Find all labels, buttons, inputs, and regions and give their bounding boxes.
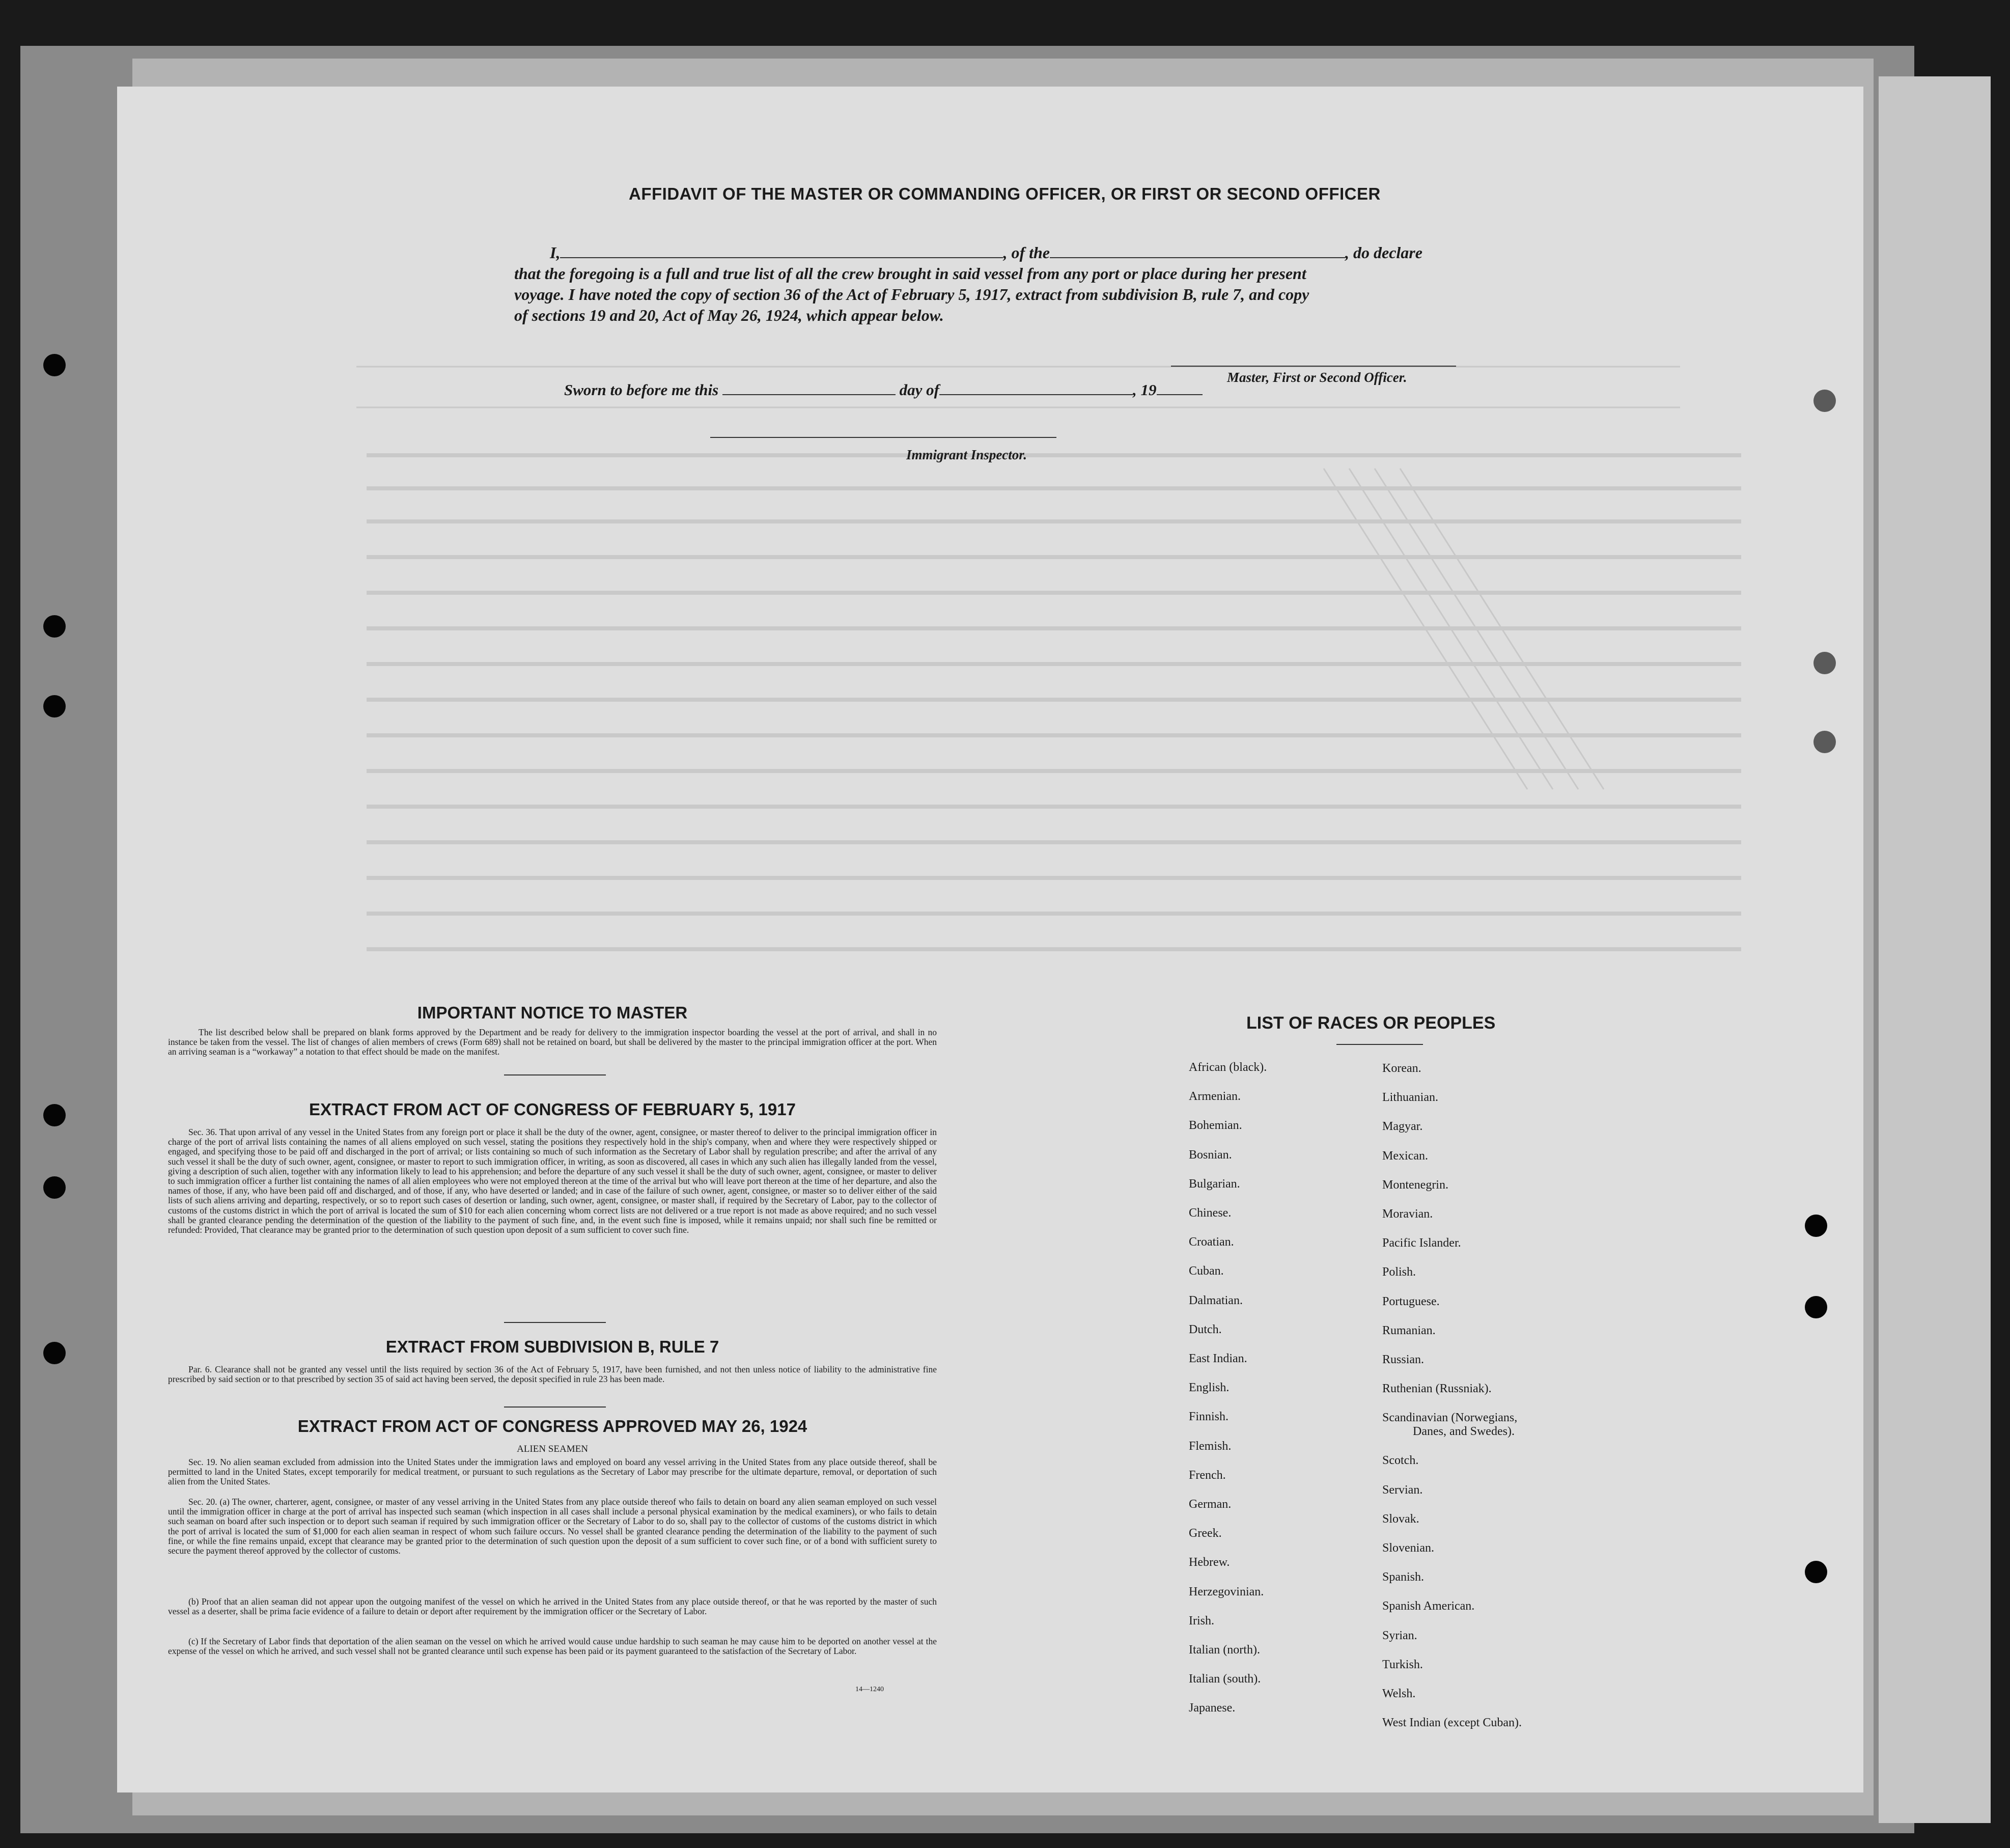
name-blank [560,244,1003,258]
form-number: 14—1240 [855,1686,884,1693]
affidavit-of-the: , of the [1003,243,1050,262]
sworn-year-blank [1157,381,1203,395]
race-item: Croatian. [1189,1235,1234,1249]
race-item: Montenegrin. [1382,1178,1448,1192]
notice-title: IMPORTANT NOTICE TO MASTER [417,1003,688,1022]
race-item: Italian (north). [1189,1643,1260,1657]
race-item: Syrian. [1382,1629,1417,1642]
race-item: French. [1189,1468,1226,1482]
race-item: Irish. [1189,1614,1214,1628]
race-item: Ruthenian (Russniak). [1382,1382,1492,1396]
affidavit-i-label: I, [550,243,561,262]
race-item: Pacific Islander. [1382,1236,1461,1250]
race-item: Armenian. [1189,1090,1241,1104]
extract-1917-text: Sec. 36. That upon arrival of any vessel in the United States from any foreign port or place it shall be the duty of the owner, agent, consignee, or master thereof to deliver to the principal immigration officer in charge of the port of arrival lists containing the names of all aliens employed on such vessel, stating the positions they respectively hold in the ship's company, when and where they were respectively shipped or engaged, and specifying those to be paid off and discharged in the port of arrival; or lists containing so much of such information as the Secretary of Labor shall by regulation prescribe; and after the arrival of any such vessel it shall be the duty of such owner, agent, consignee, or master to report to such immigration officer, in writing, as soon as discovered, all cases in which any such alien has illegally landed from the vessel, giving a description of such alien, together with any information likely to lead to his apprehension; and before the departure of any such vessel it shall be the duty of such owner, agent, consignee, or master to deliver to such immigration officer a further list containing the names of all alien employees who were not employed thereon at the time of the arrival but who will leave port thereon at the time of her departure, and also the names of those, if any, who have been paid off and discharged, and of those, if any, who have deserted or landed; and in case of the failure of such owner, agent, consignee, or master so to deliver either of the said lists of such aliens arriving and departing, respectively, or so to report such cases of desertion or landing, such owner, agent, consignee, or master shall, if required by the Secretary of Labor, pay to the collector of customs of the customs district in which the port of arrival is located the sum of $10 for each alien concerning whom correct lists are not delivered or a true report is not made as above required; and no such vessel shall be granted clearance pending the determination of the question of the liability to the payment of such fine, and, in the event such fine is imposed, while it remains unpaid; nor shall such fine be remitted or refunded: Provided, That clearance may be granted prior to the determination of such question upon deposit of a sum sufficient to cover such fine. [168,1127,937,1235]
race-item: Dalmatian. [1189,1293,1243,1307]
race-item: Servian. [1382,1483,1423,1497]
race-item: Russian. [1382,1353,1425,1366]
race-item: Flemish. [1189,1439,1232,1453]
punch-hole [43,1342,66,1364]
race-item: Hebrew. [1189,1556,1230,1569]
race-item: Slovenian. [1382,1541,1434,1555]
vessel-blank [1050,244,1345,258]
section-divider [504,1322,606,1323]
race-item: English. [1189,1381,1230,1395]
punch-hole [43,354,66,376]
adjacent-page-edge [1879,76,1991,1823]
section-divider [504,1406,606,1408]
race-item: German. [1189,1498,1232,1511]
races-title: LIST OF RACES OR PEOPLES [1246,1013,1496,1033]
race-item: Greek. [1189,1527,1222,1540]
race-item: Lithuanian. [1382,1091,1438,1105]
race-item: Cuban. [1189,1264,1224,1278]
race-item: West Indian (except Cuban). [1382,1716,1522,1730]
sworn-month-blank [939,381,1133,395]
affidavit-line-4: of sections 19 and 20, Act of May 26, 1924, which appear below. [514,306,944,324]
section-19-text: Sec. 19. No alien seaman excluded from admission into the United States under the immigration laws and employed on board any vessel arriving in the United States from any place outside thereof, shall be permitted to land in the United States, except temporarily for medical treatment, or pursuant to such regulations as the Secretary of Labor may prescribe for the ultimate departure, removal, or deportation of such alien from the United States. [168,1457,937,1487]
race-item: Rumanian. [1382,1323,1436,1337]
sworn-day-label: day of [899,381,939,399]
race-item: Scotch. [1382,1454,1419,1468]
punch-hole [1813,652,1836,674]
punch-hole [1813,390,1836,412]
sworn-year-label: , 19 [1133,381,1157,399]
master-signature-line [1171,366,1456,367]
inspector-signature-line [710,437,1056,438]
race-item: Italian (south). [1189,1672,1261,1686]
punch-hole [43,695,66,718]
punch-hole [1805,1561,1827,1583]
race-item: Bohemian. [1189,1119,1242,1133]
punch-hole [43,1104,66,1126]
punch-hole [1813,731,1836,753]
section-divider [1336,1044,1423,1045]
affidavit-line-2: that the foregoing is a full and true list of all the crew brought in said vessel from any port or place during her present [514,264,1306,283]
race-item: Spanish American. [1382,1599,1475,1613]
alien-seamen-subtitle: ALIEN SEAMEN [517,1444,588,1454]
rule-7-text: Par. 6. Clearance shall not be granted any vessel until the lists required by section 36 of the Act of February 5, 1917, have been furnished, and not then unless notice of liability to the administrative fine prescribed by said section or to that prescribed by section 35 of said act having been served, the deposit specified in rule 23 has been made. [168,1364,937,1385]
race-item: Moravian. [1382,1207,1433,1221]
inspector-signature-label: Immigrant Inspector. [906,447,1027,462]
section-divider [504,1074,606,1075]
sworn-statement [564,381,1203,399]
extract-1917-title: EXTRACT FROM ACT OF CONGRESS OF FEBRUARY 5, 1917 [309,1100,796,1119]
race-item: East Indian. [1189,1352,1247,1365]
section-20c-text: (c) If the Secretary of Labor finds that deportation of the alien seaman on the vessel on which he arrived would cause undue hardship to such seaman he may cause him to be deported on another vessel at the expense of the vessel on which he arrived, and such vessel shall not be granted clearance until such expense has been paid or its payment guaranteed to the satisfaction of the Secretary of Labor. [168,1636,937,1657]
race-item: Portuguese. [1382,1294,1440,1308]
race-item: Herzegovinian. [1189,1585,1264,1598]
sworn-day-blank [722,381,896,395]
race-item: Dutch. [1189,1322,1222,1336]
punch-hole [1805,1296,1827,1318]
affidavit-do-declare: , do declare [1345,243,1422,262]
race-item: Polish. [1382,1265,1416,1279]
rule-7-title: EXTRACT FROM SUBDIVISION B, RULE 7 [385,1337,719,1356]
race-item: Slovak. [1382,1512,1419,1526]
race-item: Spanish. [1382,1570,1425,1584]
notice-text: The list described below shall be prepared on blank forms approved by the Department and be ready for delivery to the immigration inspector boarding the vessel at the port of arrival, and shall in no instance be taken from the vessel. The list of changes of alien members of crews (Form 689) shall not be retained on board, but shall be delivered by the master to the principal immigration officer at the port. When an arriving seaman is a “workaway” a notation to that effect should be made on the manifest. [168,1027,937,1057]
race-item: Finnish. [1189,1410,1229,1424]
master-signature-label: Master, First or Second Officer. [1227,370,1407,385]
race-item: Japanese. [1189,1701,1236,1715]
affidavit-declaration [514,243,1492,325]
extract-1924-title: EXTRACT FROM ACT OF CONGRESS APPROVED MAY 26, 1924 [297,1417,807,1436]
race-item: African (black). [1189,1061,1267,1074]
race-item: Scandinavian (Norwegians, [1382,1411,1518,1425]
race-item: Korean. [1382,1062,1421,1075]
race-item: Bosnian. [1189,1148,1232,1162]
sworn-prefix: Sworn to before me this [564,381,719,399]
race-item: Turkish. [1382,1658,1423,1671]
race-item: Mexican. [1382,1149,1428,1163]
punch-hole [43,615,66,638]
punch-hole [43,1176,66,1199]
section-20b-text: (b) Proof that an alien seaman did not appear upon the outgoing manifest of the vessel on which he arrived in the United States from any place outside thereof, or that he was reported by the master of such vessel as a deserter, shall be prima facie evidence of a failure to detain or deport after requirement by the immigration officer or the Secretary of Labor. [168,1596,937,1617]
race-item: Magyar. [1382,1120,1423,1134]
affidavit-title: AFFIDAVIT OF THE MASTER OR COMMANDING OFFICER, OR FIRST OR SECOND OFFICER [629,184,1381,203]
race-item: Chinese. [1189,1206,1232,1220]
punch-hole [1805,1215,1827,1237]
section-20a-text: Sec. 20. (a) The owner, charterer, agent, consignee, or master of any vessel arriving in the United States from any place outside thereof who fails to detain on board any alien seaman employed on such vessel until the immigration officer in charge at the port of arrival has inspected such seaman (which inspection in all cases shall include a personal physical examination by the medical examiners), or who fails to detain such seaman on board after such inspection or to deport such seaman if required by such immigration officer or the Secretary of Labor to do so, shall pay to the collector of customs of the customs district in which the port of arrival is located the sum of $1,000 for each alien seaman in respect of whom such failure occurs. No vessel shall be granted clearance pending the determination of the liability to the payment of such fine, or while the fine remains unpaid, except that clearance may be granted prior to the determination of such question upon the deposit of a sum sufficient to cover such fine, or of a bond with sufficient surety to secure the payment thereof approved by the collector of customs. [168,1497,937,1556]
affidavit-line-3: voyage. I have noted the copy of section 36 of the Act of February 5, 1917, extract from subdivision B, rule 7, and copy [514,285,1309,304]
race-item: Bulgarian. [1189,1177,1240,1191]
race-item: Welsh. [1382,1687,1416,1700]
race-item: Danes, and Swedes). [1413,1425,1515,1439]
